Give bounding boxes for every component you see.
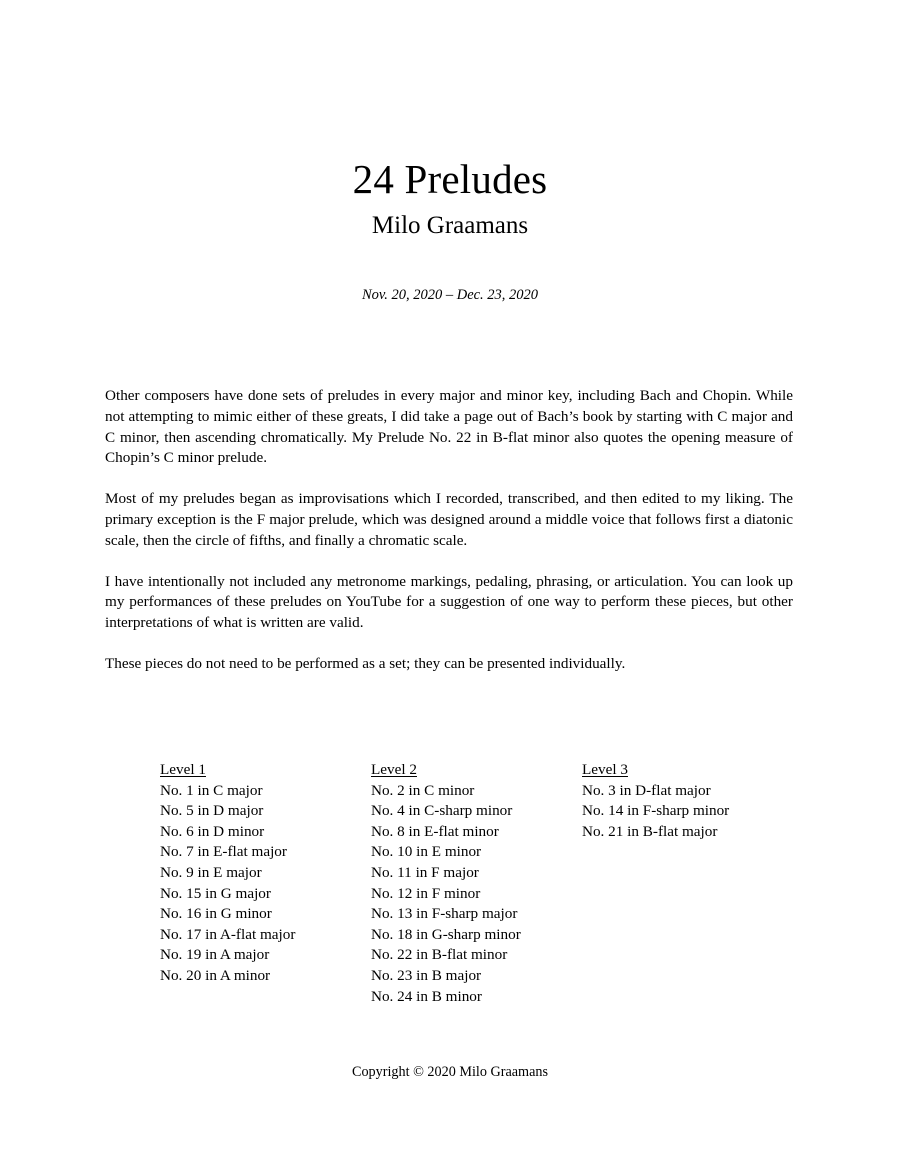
list-item: No. 13 in F-sharp major: [371, 905, 518, 923]
list-item: No. 24 in B minor: [371, 987, 482, 1005]
level-2-heading: Level 2: [371, 761, 417, 778]
paragraph-3: I have intentionally not included any metronome markings, pedaling, phrasing, or articulation. You can look up my performances of these preludes on YouTube for a suggestion of one way to perform these pieces, but other interpretations of what is written are valid.: [105, 572, 793, 632]
list-item: No. 17 in A-flat major: [160, 925, 296, 943]
level-3-heading: Level 3: [582, 761, 628, 778]
date-range: Nov. 20, 2020 – Dec. 23, 2020: [361, 287, 539, 303]
list-item: No. 21 in B-flat major: [582, 822, 718, 840]
list-item: No. 1 in C major: [160, 781, 263, 799]
list-item: No. 23 in B major: [371, 966, 482, 984]
author-name: Milo Graamans: [371, 212, 529, 239]
level-column-1: [160, 760, 371, 1007]
level-column-3: [582, 760, 793, 1007]
paragraph-4: These pieces do not need to be performed as a set; they can be presented individually.: [105, 654, 626, 672]
level-columns: [160, 760, 840, 1007]
paragraph-1: Other composers have done sets of preludes in every major and minor key, including Bach and Chopin. While not attempting to mimic either of these greats, I did take a page out of Bach’s book by starting with C major and C minor, then ascending chromatically. My Prelude No. 22 in B-flat minor also quotes the opening measure of Chopin’s C minor prelude.: [105, 387, 793, 467]
paragraph-2: Most of my preludes began as improvisations which I recorded, transcribed, and then edited to my liking. The primary exception is the F major prelude, which was designed around a middle voice that follows first a diatonic scale, then the circle of fifths, and finally a chromatic scale.: [105, 490, 793, 549]
list-item: No. 10 in E minor: [371, 843, 482, 861]
list-item: No. 4 in C-sharp minor: [371, 802, 513, 820]
list-item: No. 22 in B-flat minor: [371, 946, 508, 964]
list-item: No. 9 in E major: [160, 863, 262, 881]
title-block: [0, 155, 900, 305]
list-item: No. 8 in E-flat minor: [371, 822, 499, 840]
list-item: No. 14 in F-sharp minor: [582, 802, 730, 820]
list-item: No. 18 in G-sharp minor: [371, 925, 521, 943]
level-2-list: [371, 781, 582, 1008]
list-item: No. 19 in A major: [160, 946, 270, 964]
copyright-notice: Copyright © 2020 Milo Graamans: [352, 1064, 548, 1080]
list-item: No. 12 in F minor: [371, 884, 481, 902]
list-item: No. 15 in G major: [160, 884, 271, 902]
list-item: No. 20 in A minor: [160, 966, 271, 984]
level-1-list: [160, 781, 371, 987]
list-item: No. 2 in C minor: [371, 781, 475, 799]
list-item: No. 11 in F major: [371, 863, 479, 881]
list-item: No. 16 in G minor: [160, 905, 272, 923]
level-column-2: [371, 760, 582, 1007]
list-item: No. 3 in D-flat major: [582, 781, 711, 799]
list-item: No. 7 in E-flat major: [160, 843, 287, 861]
level-1-heading: Level 1: [160, 761, 206, 778]
list-item: No. 5 in D major: [160, 802, 264, 820]
page-title: 24 Preludes: [352, 156, 548, 202]
body-copy: [105, 386, 793, 675]
level-3-list: [582, 781, 793, 843]
list-item: No. 6 in D minor: [160, 822, 265, 840]
